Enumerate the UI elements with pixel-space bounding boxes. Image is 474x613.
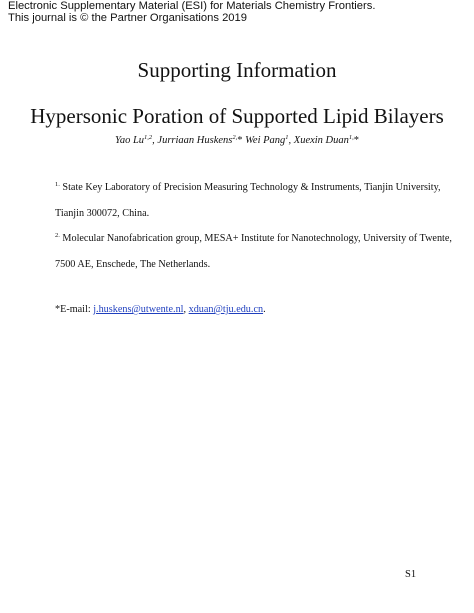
affiliation-number: 1. [55,181,60,188]
author-affiliation-mark: 2, [232,134,238,141]
email-separator: , [183,304,189,315]
email-suffix: . [263,304,266,315]
author-name: Wei Pang [245,135,286,146]
author-affiliation-mark: 1 [285,134,289,141]
author-list: Yao Lu$^{1,2}$, Jurriaan Huskens$^{2,}$* Wei Pang$^1$, Xuexin Duan$^{1,}$* [114,134,360,146]
supporting-information-heading: Supporting Information [137,58,337,82]
contact-email-line [55,303,266,317]
author-affiliation-mark: 1,2 [144,134,153,141]
affiliation-2-line-1 [55,232,452,246]
email-link-huskens[interactable]: j.huskens@utwente.nl [93,304,184,315]
email-prefix: *E-mail: [55,304,94,315]
affiliation-2-line-2: 7500 AE, Enschede, The Netherlands. [55,259,211,270]
journal-header-line-2: This journal is © the Partner Organisations 2019 [8,12,247,24]
page-number: S1 [405,569,417,580]
corresponding-author-mark: * [353,135,360,146]
affiliation-text: Molecular Nanofabrication group, MESA+ Institute for Nanotechnology, University of Twente, [62,233,452,244]
author-name: Yao Lu [114,135,145,146]
corresponding-author-mark: * [237,135,243,146]
affiliation-text: State Key Laboratory of Precision Measuring Technology & Instruments, Tianjin University, [62,182,441,193]
affiliation-1-line-1 [55,181,441,195]
affiliation-1-line-2: Tianjin 300072, China. [55,208,150,219]
affiliation-number: 2. [55,232,60,239]
journal-header [8,0,375,24]
paper-title: Hypersonic Poration of Supported Lipid Bilayers [30,104,444,128]
journal-header-line-1: Electronic Supplementary Material (ESI) for Materials Chemistry Frontiers. [8,0,376,12]
author-name: Jurriaan Huskens [157,135,233,146]
author-affiliation-mark: 1, [348,134,354,141]
author-name: Xuexin Duan [293,135,349,146]
email-link-duan[interactable]: xduan@tju.edu.cn [188,304,264,315]
